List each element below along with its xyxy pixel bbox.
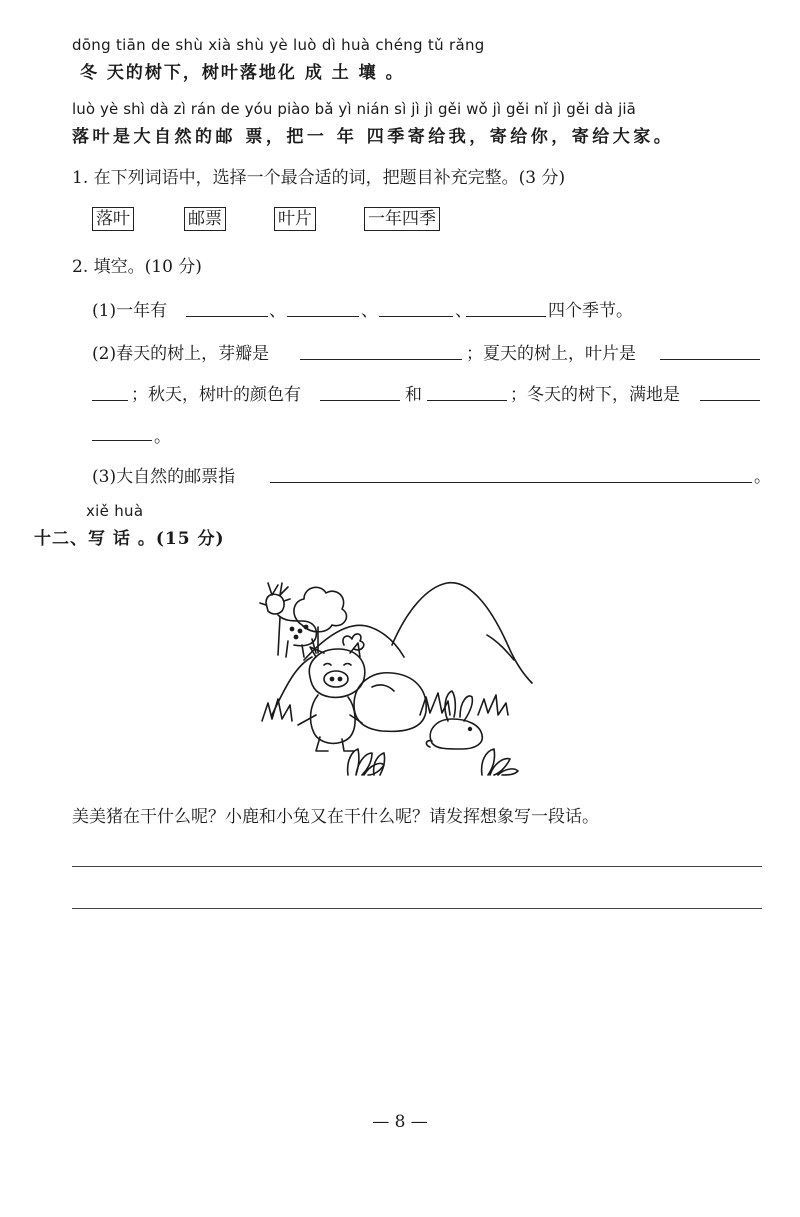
q1-prompt: 1. 在下列词语中，选择一个最合适的词，把题目补充完整。(3 分): [72, 168, 566, 188]
grass-drawing: [262, 693, 518, 775]
q2-s1-blank-2[interactable]: [287, 316, 359, 317]
rock-drawing: [354, 673, 426, 732]
writing-line-1[interactable]: [72, 866, 762, 867]
section12-pinyin: xiě huà: [86, 502, 144, 520]
q2-s2-mid3: ；冬天的树下，满地是: [510, 385, 680, 405]
passage-line1-text: 冬 天的树下，树叶落地化 成 土 壤 。: [80, 63, 405, 83]
passage-line2-pinyin: luò yè shì dà zì rán de yóu piào bǎ yì nián sì jì jì gěi wǒ jì gěi nǐ jì gěi dà jiā: [72, 100, 636, 118]
q2-s1-tail: 四个季节。: [548, 301, 633, 321]
q2-s2-blank-2a[interactable]: [660, 359, 760, 360]
section12-prompt: 美美猪在干什么呢？小鹿和小兔又在干什么呢？请发挥想象写一段话。: [72, 807, 599, 827]
passage-line1-pinyin: dōng tiān de shù xià shù yè luò dì huà chéng tǔ rǎng: [72, 36, 485, 54]
scene-illustration: [232, 565, 537, 780]
deer-drawing: [260, 583, 316, 657]
q2-s2-end: 。: [154, 427, 171, 447]
q2-s2-blank-5b[interactable]: [92, 440, 152, 441]
passage-line2-text: 落叶是大自然的邮 票，把一 年 四季寄给我，寄给你，寄给大家。: [72, 127, 675, 147]
q1-option-1: 落叶: [92, 207, 134, 231]
q2-s1-lead: (1)一年有: [92, 301, 168, 321]
q2-s3-lead: (3)大自然的邮票指: [92, 467, 236, 487]
writing-line-2[interactable]: [72, 908, 762, 909]
section12-title: 十二、写 话 。(15 分): [34, 529, 225, 549]
pig-drawing: [298, 634, 365, 751]
page-number: — 8 —: [372, 1112, 428, 1132]
q2-s2-blank-1[interactable]: [300, 359, 462, 360]
q2-s2-mid2: ；秋天，树叶的颜色有: [131, 385, 301, 405]
q1-option-3: 叶片: [274, 207, 316, 231]
q2-s1-sep-1: 、: [269, 301, 286, 321]
q2-s1-blank-4[interactable]: [466, 316, 546, 317]
q2-s3-end: 。: [754, 467, 771, 487]
q2-s1-sep-2: 、: [361, 301, 378, 321]
q2-s3-blank[interactable]: [270, 482, 752, 483]
q2-s2-blank-3[interactable]: [320, 400, 400, 401]
q2-s2-blank-4[interactable]: [427, 400, 507, 401]
q2-s2-and: 和: [405, 385, 422, 405]
q2-prompt: 2. 填空。(10 分): [72, 257, 202, 277]
q1-option-4: 一年四季: [364, 207, 440, 231]
q2-s2-mid1: ；夏天的树上，叶片是: [466, 344, 636, 364]
q1-option-2: 邮票: [184, 207, 226, 231]
q2-s1-blank-1[interactable]: [186, 316, 268, 317]
q2-s2-blank-2b[interactable]: [92, 400, 128, 401]
q2-s1-sep-3: 、: [455, 301, 472, 321]
q2-s2-blank-5a[interactable]: [700, 400, 760, 401]
q2-s2-lead: (2)春天的树上，芽瓣是: [92, 344, 270, 364]
q2-s1-blank-3[interactable]: [379, 316, 453, 317]
